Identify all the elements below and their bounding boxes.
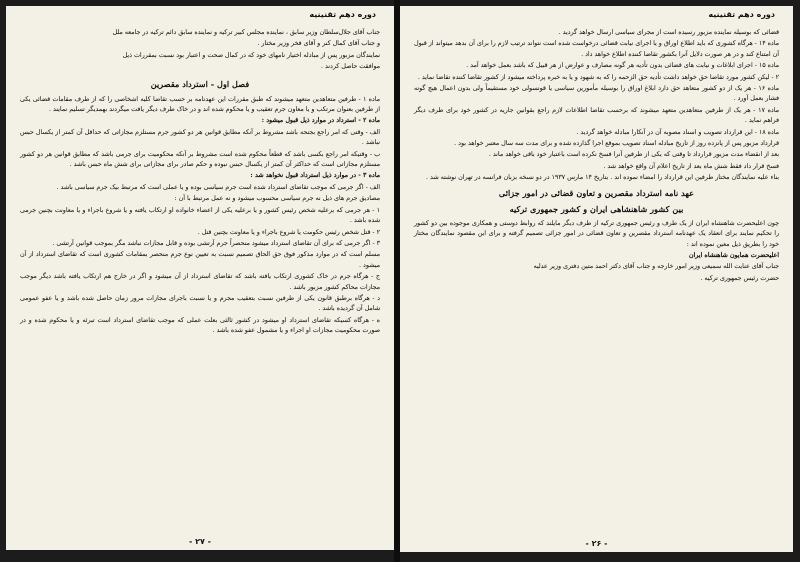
right-page-number: - ۲۶ - bbox=[585, 539, 608, 548]
article-14: ماده ۱۴ - هرگاه کشوری که باید اطلاع اوراق و یا اجرای نیابت قضائی درخواست شده است نتواند ترتیب لازم را برای آن بدهد میتواند از قبول آن امتناع کند و در هر صورت دلایل آنرا بکشور تقاضا کننده اطلاع خواهد داد . bbox=[414, 40, 779, 58]
article-18: ماده ۱۸ - این قرارداد تصویب و اسناد مصوبه آن در آنکارا مبادله خواهد گردید . bbox=[576, 128, 779, 136]
paragraph: قرارداد مزبور پس از پانزده روز از تاریخ مبادله اسناد تصویب بموقع اجرا گذارده شده و برای مدت سه سال معتبر خواهد بود . bbox=[454, 140, 779, 148]
clause: مسلم است که در موارد مذکور فوق حق الحاق تصمیم نسبت به تعیین نوع جرم منحصر بمقامات کشوری است که تقاضای استرداد از آن میشود . bbox=[20, 251, 380, 269]
paragraph: نمایندگان مزبور پس از مبادله اختیار نامهای خود که در کمال صحت و اعتبار بود نسبت بمقررات ذیل bbox=[122, 51, 380, 59]
article-1: ماده ۱ - طرفین متعاهدین متعهد میشوند که طبق مقررات این عهدنامه بر حسب تقاضا کلیه اشخاصی را که از طرف مقامات قضائی یکی از طرفین بعنوان مرتکب و یا معاون جرم تعقیب و یا محکوم شده اند و در خاک طرف دیگر یافت میگردند بهمدیگر تسلیم نمایند . bbox=[20, 95, 380, 114]
chapter-heading: فصل اول - استرداد مقصرین bbox=[150, 78, 250, 89]
clause: ج - هرگاه جرم در خاک کشوری ارتکاب یافته باشد که تقاضای استرداد از آن میشود و اگر در خارج هم ارتکاب یافته باشد دیگر موجب مجازات محاکم کشور مزبور باشد . bbox=[20, 273, 380, 291]
paragraph: قضائی که بوسیله نماینده مزبور رسیده است از مجرای سیاسی ارسال خواهد گردید . bbox=[558, 29, 779, 36]
clause: ۳ - اگر جرمی که برای آن تقاضای استرداد میشود منحصراً جرم آرتشی بوده و قابل مجازات نباشد مگر بموجب قوانین آرتشی . bbox=[52, 239, 380, 247]
running-head-text: دوره دهم تقنینیه bbox=[309, 10, 376, 19]
clause: ۱ - هر جرمی که برعلیه شخص رئیس کشور و یا برعلیه یکی از اعضاء خانواده او ارتکاب یافته و یا شروع باجراء و یا معاونت بچنین جرمی شده باشد . bbox=[20, 206, 380, 225]
clause: ب - وقتیکه امر راجع بکسی باشد که قطعاً محکوم شده است مشروط بر آنکه محکومیت برای جرمی باشد که مطابق قوانین هر دو کشور مستلزم مجازاتی است که حداکثر آن کمتر از یکسال حبس نبوده و حکم صادر برای مجازاتی برای شش ماه حبس باشد . bbox=[20, 150, 380, 169]
paragraph: موافقت حاصل کردند . bbox=[320, 63, 380, 71]
paragraph: جناب آقای عنایت الله سمیعی وزیر امور خارجه و جناب آقای دکتر احمد متین دفتری وزیر عدلیه bbox=[533, 263, 779, 271]
right-page bbox=[400, 6, 793, 552]
running-head-text: دوره دهم تقنینیه bbox=[708, 10, 775, 19]
paragraph: بعد از انقضاء مدت مزبور قرارداد تا وقتی که یکی از طرفین آنرا فسخ نکرده است باعتبار خود باقی خواهد ماند . bbox=[488, 151, 779, 159]
left-page bbox=[6, 6, 394, 550]
paragraph: حضرت رئیس جمهوری ترکیه . bbox=[700, 274, 779, 282]
paragraph: جناب آقای جلال‌سلطان وزیر سابق ، نماینده مجلس کبیر ترکیه و نماینده سابق دائم ترکیه در جامعه ملل bbox=[112, 29, 380, 36]
article-16: ماده ۱۶ - هر یک از دو کشور متعاهد حق دارد ابلاغ اوراق را بوسیله مأمورین سیاسی یا قونسولی خود مستقیماً ولی بدون اعمال هیچ گونه فشار بعمل آورد . bbox=[414, 85, 779, 103]
clause: د - هرگاه برطبق قانون یکی از طرفین نسبت بتعقیب مجرم و یا نسبت باجرای مجازات مرور زمان حاصل شده باشد و یا عفو عمومی شامل آن گردیده باشد . bbox=[20, 294, 380, 313]
paragraph: و جناب آقای کمال کنر و آقای فخر وزیر مختار . bbox=[257, 40, 380, 48]
clause: مصادیق جرم های ذیل نه جرم سیاسی محسوب میشود و نه عمل مرتبط با آن : bbox=[174, 195, 380, 203]
clause: الف - اگر جرمی که موجب تقاضای استرداد شده است جرم سیاسی بوده و یا عملی است که مرتبط بیک جرم سیاسی باشد . bbox=[56, 183, 380, 191]
article-17: ماده ۱۷ - هر یک از طرفین متعاهدین متعهد میشوند که برحسب تقاضا اطلاعات لازم راجع بقوانین جاریه در کشور خود برای طرف دیگر فراهم نماید . bbox=[414, 106, 780, 125]
party-heading: اعلیحضرت همایون شاهنشاه ایران bbox=[688, 251, 779, 259]
clause: ه - هرگاه کسیکه تقاضای استرداد او میشود در کشور ثالثی بعلت عملی که موجب تقاضای استرداد است تبرئه و یا محکوم شده و در صورت محکومیت مجازات او اجراء و یا مشمول عفو شده باشد . bbox=[20, 316, 380, 335]
preamble: چون اعلیحضرت شاهنشاه ایران از یک طرف و رئیس جمهوری ترکیه از طرف دیگر مایلند که روابط دوستی و همکاری موجوده بین دو کشور را تحکیم نمایند برای انعقاد یک عهدنامه استرداد مقصرین و تعاون قضائی در امور جزائی تصمیم گرفته و برای این مقصود نمایندگان مختار خود را بطریق ذیل معین نموده اند : bbox=[414, 219, 779, 248]
treaty-subtitle: بین کشور شاهنشاهی ایران و کشور جمهوری ترکیه bbox=[509, 203, 684, 214]
right-running-head bbox=[400, 10, 793, 24]
left-page-body bbox=[20, 28, 380, 338]
treaty-title: عهد نامه استرداد مقصرین و تعاون قضائی در امور جزائی bbox=[498, 187, 695, 198]
clause: ۲ - قتل شخص رئیس حکومت یا شروع باجراء و یا معاونت بچنین قتل . bbox=[197, 228, 380, 236]
paragraph: فسخ قرار داد فقط شش ماه بعد از تاریخ اعلام آن واقع خواهد شد . bbox=[603, 162, 779, 170]
left-page-number: - ۲۷ - bbox=[189, 537, 211, 546]
article-2: ماده ۲ - استرداد در موارد ذیل قبول میشود : bbox=[261, 117, 380, 125]
article-15: ماده ۱۵ - اجرای ابلاغات و نیابت های قضائی بدون تأدیه هر گونه مصارف و عوارض از هر قبیل که باشد بعمل خواهد آمد . bbox=[466, 62, 779, 70]
article-3: ماده ۳ - در موارد ذیل استرداد قبول نخواهد شد : bbox=[250, 172, 380, 180]
paragraph: بناء علیه نمایندگان مختار طرفین این قرارداد را امضاء نموده اند . بتاریخ ۱۴ مارس ۱۹۳۷ در دو نسخه بزبان فرانسه در تهران نوشته شد . bbox=[426, 174, 779, 182]
clause: الف - وقتی که امر راجع بجنحه باشد مشروط بر آنکه مطابق قوانین هر دو کشور جرم مستلزم مجازاتی که حداقل آن کمتر از یکسال حبس نباشد . bbox=[20, 128, 380, 147]
clause: ۲ - لیکن کشور مورد تقاضا حق خواهد داشت تأدیه حق الزحمه را که به شهود و یا به خبره پرداخته میشود از کشور تقاضا کننده تقاضا نماید . bbox=[417, 73, 779, 81]
right-page-body bbox=[414, 28, 779, 285]
left-running-head bbox=[6, 10, 394, 24]
